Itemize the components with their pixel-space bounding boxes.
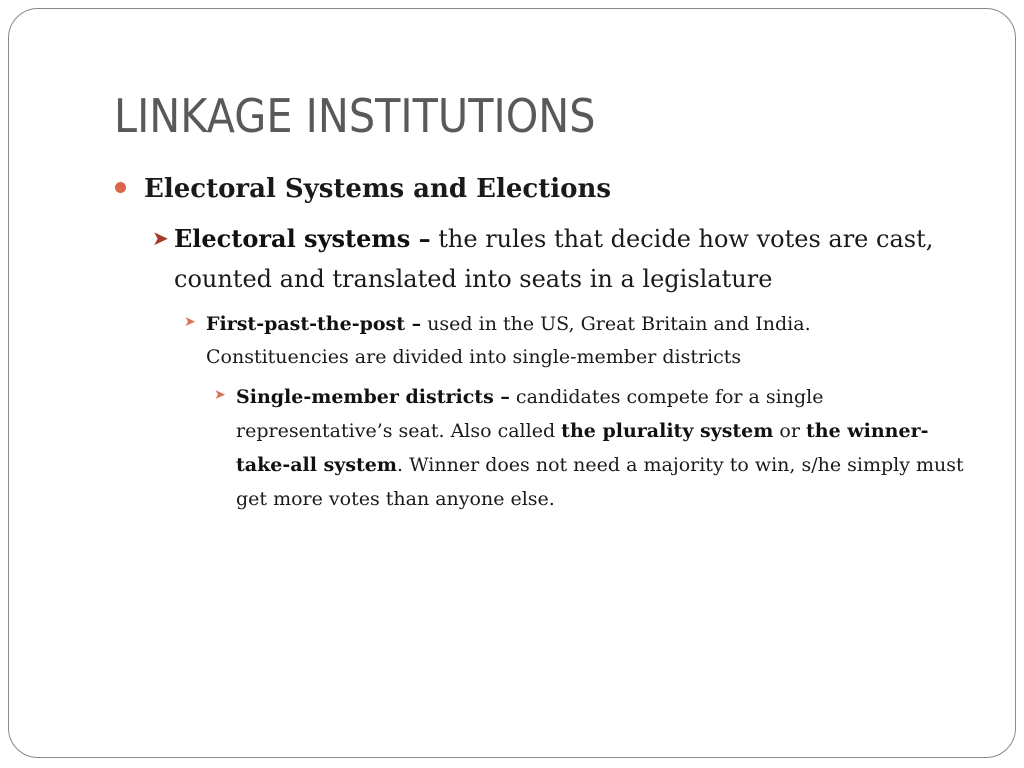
round-bullet-icon bbox=[115, 182, 126, 193]
arrow-bullet-icon: ➤ bbox=[184, 314, 196, 330]
bullet-level4-text-2: or bbox=[773, 420, 806, 442]
bullet-level4-text-1: candidates compete for a single representative’s seat. Also called bbox=[236, 386, 824, 442]
bullet-level1-text: Electoral Systems and Elections bbox=[144, 174, 611, 204]
arrow-bullet-icon: ➤ bbox=[152, 226, 169, 250]
slide-title: LINKAGE INSTITUTIONS bbox=[114, 89, 596, 143]
bullet-level3 bbox=[206, 308, 906, 374]
bullet-level2 bbox=[174, 219, 964, 299]
bullet-level2-text: the rules that decide how votes are cast, counted and translated into seats in a legislature bbox=[174, 225, 934, 293]
arrow-bullet-icon: ➤ bbox=[214, 387, 226, 403]
bullet-level4-bold-1: the plurality system bbox=[561, 420, 774, 442]
bullet-level3-term: First-past-the-post – bbox=[206, 313, 422, 335]
bullet-level4-text-3: . Winner does not need a majority to win, s/he simply must get more votes than anyone else. bbox=[236, 454, 964, 510]
bullet-level3-text: used in the US, Great Britain and India. Constituencies are divided into single-member districts bbox=[206, 313, 811, 368]
bullet-level4-bold-2: the winner-take-all system bbox=[236, 420, 929, 476]
bullet-level4 bbox=[236, 380, 976, 516]
bullet-level4-term: Single-member districts – bbox=[236, 386, 510, 408]
bullet-level2-term: Electoral systems – bbox=[174, 224, 431, 253]
